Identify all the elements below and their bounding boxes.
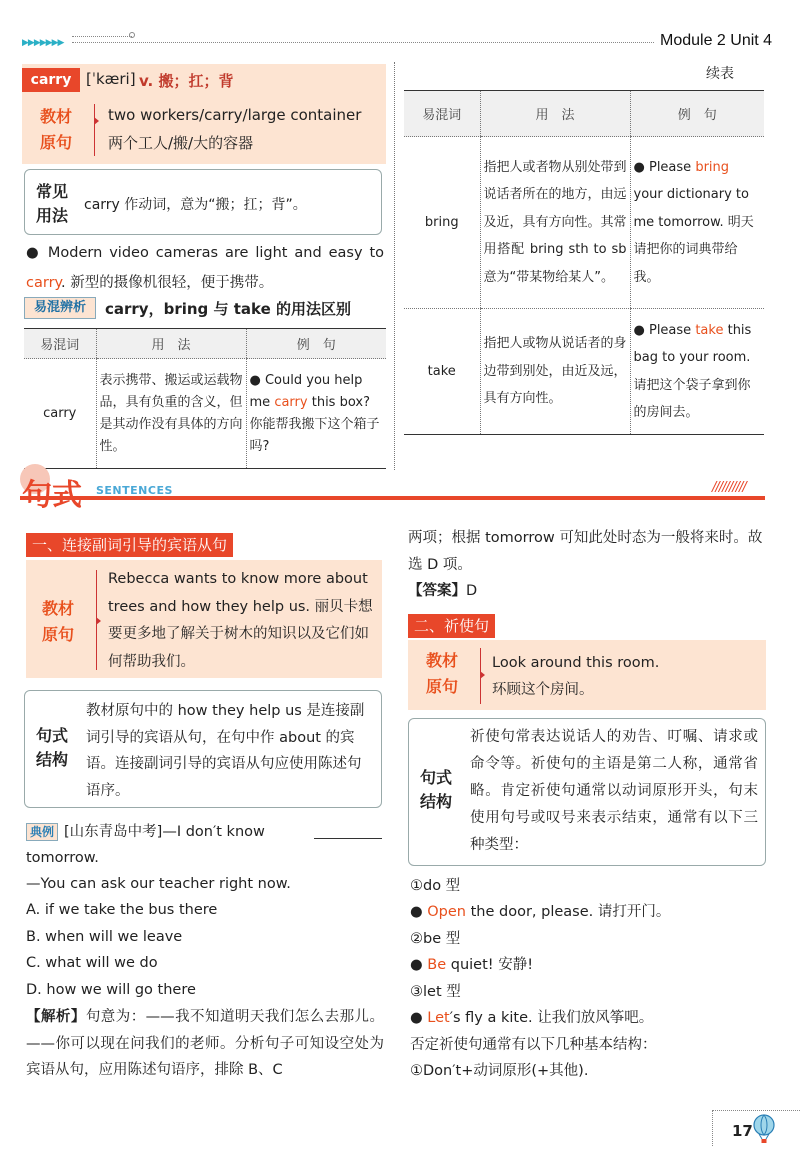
s2-sentence <box>492 650 659 704</box>
page-number: 17 <box>732 1122 753 1140</box>
row-example: ● Please take this bag to your room. 请把这个袋子拿到你的房间去。 <box>630 309 764 435</box>
textbook-sentence-cn: 两个工人/搬/大的容器 <box>108 134 254 152</box>
s2-struct-label: 句式结构 <box>420 768 453 811</box>
option-b: B. when will we leave <box>26 929 183 945</box>
negative-structure-1: ①Don′t+动词原形(+其他). <box>410 1063 589 1079</box>
textbook-sentence-en: two workers/carry/large container <box>108 106 362 124</box>
s1-struct-text: 教材原句中的 how they help us 是连接副词引导的宾语从句，在句中作 about 的宾语。连接副词引导的宾语从句应使用陈述句语序。 <box>86 703 365 799</box>
type2-rest: quiet! 安静! <box>446 957 534 973</box>
unit-title: Module 2 Unit 4 <box>660 32 773 49</box>
footer-rule <box>712 1110 800 1111</box>
row-word: bring <box>404 137 480 309</box>
s1-sentence: Rebecca wants to know more about trees and how they help us. 丽贝卡想要更多地了解关于树木的知识以及它们如何帮助我们。 <box>108 571 373 670</box>
header-circle <box>129 32 135 38</box>
ex-a: Please <box>648 322 692 338</box>
question-line2: tomorrow. <box>26 850 99 866</box>
type1-word: Open <box>427 904 466 920</box>
type3-title: ③let 型 <box>410 984 461 1000</box>
table-header-example: 例 句 <box>246 329 386 359</box>
question-line1: [山东青岛中考]—I don′t know <box>64 824 265 840</box>
analysis-continued: 两项；根据 tomorrow 可知此处时态为一般将来时。故选 D 项。 <box>408 530 763 573</box>
s2-sentence-cn: 环顾这个房间。 <box>492 682 594 698</box>
s2-sentence-en: Look around this room. <box>492 655 660 671</box>
answer-blank <box>314 838 382 839</box>
confusable-tag: 易混辨析 <box>24 297 96 319</box>
type2-title: ②be 型 <box>410 931 461 947</box>
type1-example: ● Open the door, please. 请打开门。 <box>410 904 671 920</box>
s2-heading: 二、祈使句 <box>408 614 495 638</box>
confusable-title: carry，bring 与 take 的用法区别 <box>105 300 351 318</box>
row-word: take <box>404 309 480 435</box>
example-keyword: carry <box>26 275 62 291</box>
row-usage: 表示携带、搬运或运载物品，具有负重的含义，但是其动作没有具体的方向性。 <box>96 359 246 469</box>
ex-word: carry <box>274 394 308 410</box>
table-header-example: 例 句 <box>630 91 764 137</box>
usage-text: carry 作动词，意为“搬；扛；背”。 <box>84 197 307 213</box>
table-header-usage: 用 法 <box>480 91 630 137</box>
answer-label: 【答案】 <box>408 583 466 599</box>
type3-word: Let <box>427 1010 450 1026</box>
s2-textbook-label: 教材原句 <box>426 651 459 696</box>
row-example: ● Please bring your dictionary to me tomorrow. 明天请把你的词典带给我。 <box>630 137 764 309</box>
row-example: ● Could you help me carry this box? 你能帮我搬下这个箱子吗? <box>246 359 386 469</box>
type1-title: ①do 型 <box>410 878 461 894</box>
type2-example: ● Be quiet! 安静! <box>410 957 534 973</box>
label-bar <box>94 104 95 156</box>
ex-b: your dictionary to me tomorrow. 明天请把你的词典带给我。 <box>633 187 754 285</box>
answer-value: D <box>466 583 478 599</box>
table-header-usage: 用 法 <box>96 329 246 359</box>
negative-intro: 否定祈使句通常有以下几种基本结构： <box>410 1037 657 1053</box>
table-header-word: 易混词 <box>404 91 480 137</box>
vocab-definition: v. 搬；扛；背 <box>139 72 234 90</box>
footer-rule-vertical <box>712 1110 713 1146</box>
ex-b: this bag to your room. 请把这个袋子拿到你的房间去。 <box>633 322 752 420</box>
row-word: carry <box>24 359 96 469</box>
s1-heading: 一、连接副词引导的宾语从句 <box>26 533 233 557</box>
ex-a: Could you help me <box>249 372 363 410</box>
header-rule <box>72 42 654 43</box>
label-arrow <box>96 617 101 625</box>
type3-rest: ′s fly a kite. 让我们放风筝吧。 <box>449 1010 654 1026</box>
section-slashes: ////////// <box>712 480 746 495</box>
example-text: Modern video cameras are light and easy to <box>47 245 384 261</box>
vocab-example-line1: ● Modern video cameras are light and easy to <box>26 245 384 261</box>
analysis-label: 【解析】 <box>26 1009 86 1025</box>
vocab-example-line2 <box>26 271 273 292</box>
vocab-phonetic: [ˈkæri] <box>86 70 136 88</box>
ex-word: bring <box>695 159 730 175</box>
confusable-table-left <box>24 328 386 469</box>
header-rule-short <box>72 36 132 37</box>
table-header-word: 易混词 <box>24 329 96 359</box>
s1-textbook-label: 教材原句 <box>42 599 75 644</box>
section-subtitle: SENTENCES <box>96 484 173 497</box>
answer <box>408 578 477 605</box>
analysis-text: 句意为：——我不知道明天我们怎么去那儿。——你可以现在问我们的老师。分析句子可知设空处为宾语从句，应用陈述句语序，排除 B、C <box>26 1009 385 1078</box>
confusable-table-right <box>404 90 764 435</box>
s1-struct-label: 句式结构 <box>36 726 69 769</box>
analysis <box>26 1004 384 1084</box>
table-row <box>404 309 764 435</box>
label-arrow <box>94 117 99 125</box>
type3-example: ● Let′s fly a kite. 让我们放风筝吧。 <box>410 1010 654 1026</box>
ex-a: Please <box>648 159 692 175</box>
usage-label: 常见用法 <box>36 182 69 225</box>
label-arrow <box>480 671 485 679</box>
row-usage: 指把人或物从说话者的身边带到别处，由近及远，具有方向性。 <box>480 309 630 435</box>
table-row <box>404 137 764 309</box>
column-divider <box>394 62 395 470</box>
option-d: D. how we will go there <box>26 982 196 998</box>
ex-word: take <box>695 322 724 338</box>
example-rest: . 新型的摄像机很轻，便于携带。 <box>61 275 274 291</box>
vocab-word-tag: carry <box>22 68 80 92</box>
balloon-icon <box>752 1114 776 1148</box>
table-row <box>24 359 386 469</box>
option-a: A. if we take the bus there <box>26 902 218 918</box>
example-tag: 典例 <box>26 823 58 841</box>
header-arrows: ▶▶▶▶▶▶▶ <box>22 38 64 48</box>
section-title: 句式 <box>22 478 82 513</box>
s2-struct-text: 祈使句常表达说话人的劝告、叮嘱、请求或命令等。祈使句的主语是第二人称，通常省略。肯定祈使句通常以动词原形开头，句末使用句号或叹号来表示结束，通常有以下三种类型： <box>470 729 758 853</box>
type2-word: Be <box>427 957 447 973</box>
option-c: C. what will we do <box>26 955 158 971</box>
continued-label: 续表 <box>706 66 734 82</box>
type1-rest: the door, please. 请打开门。 <box>466 904 671 920</box>
ex-b: this box? 你能帮我搬下这个箱子吗? <box>249 394 380 454</box>
row-usage: 指把人或者物从别处带到说话者所在的地方，由远及近，具有方向性。其常用搭配 bring sth to sb 意为“带某物给某人”。 <box>480 137 630 309</box>
question-line3: —You can ask our teacher right now. <box>26 876 291 892</box>
textbook-label: 教材原句 <box>40 107 73 152</box>
